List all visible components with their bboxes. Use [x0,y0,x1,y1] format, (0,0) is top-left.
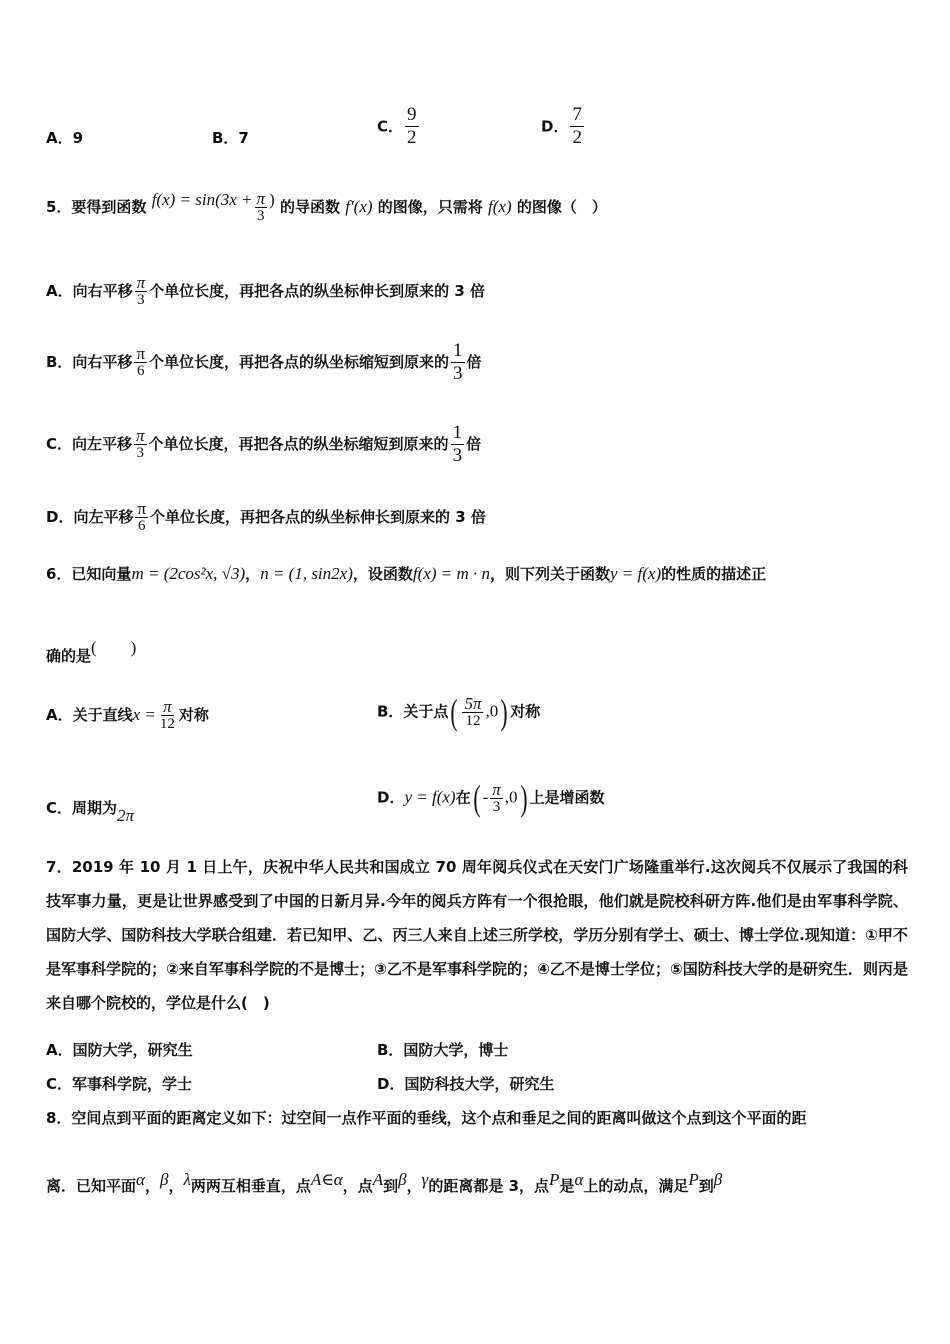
q6-stem [46,564,766,584]
q8-beta: β [398,1170,407,1189]
option-fraction-2 [451,422,465,467]
q8-text-h: 到 [698,1177,714,1195]
q8-stem-line2 [46,1170,722,1196]
frac-num: 1 [453,340,463,361]
option-fraction [135,500,148,535]
q6-option-c [46,798,134,826]
option-label: C．向左平移 [46,435,133,453]
frac-den: 12 [465,712,481,729]
q8-sep: ， [144,1177,160,1195]
q8-text-a: 离．已知平面 [46,1177,137,1195]
option-tail: 倍 [466,353,482,371]
q8-stem-line1: 8．空间点到平面的距离定义如下：过空间一点作平面的垂线，这个点和垂足之间的距离叫做这个点到这个平面的距 [46,1109,807,1127]
q7-option-b: B．国防大学，博士 [377,1041,509,1059]
q8-text-d: 到 [383,1177,399,1195]
frac-den: 3 [492,798,501,815]
q6-vector-m: m = (2cos²x, √3) [131,564,246,583]
frac-num: π [137,499,147,518]
option-fraction [134,345,147,380]
q8-beta: β [713,1170,723,1189]
frac-den: 6 [138,518,146,534]
frac-num: π [136,273,146,292]
option-fraction [158,698,177,733]
q7-option-a: A．国防大学，研究生 [46,1041,193,1059]
frac-num: π [256,189,266,208]
option-tail: 倍 [466,435,482,453]
option-label: D． [377,788,405,807]
q6-option-a [46,698,209,733]
option-tail: 对称 [178,706,209,724]
left-paren: ( [450,692,459,732]
option-text: 个单位长度，再把各点的纵坐标伸长到原来的 3 倍 [150,508,486,526]
q5-option-b [46,340,482,385]
left-paren: ( [472,778,481,818]
q4-option-c [377,104,421,149]
q5-function-close: ) [269,190,275,209]
option-label: C．周期为 [46,799,118,817]
q6-answer-blank: ( ) [91,638,137,657]
frac-num: π [136,426,145,445]
q6-suffix: 的性质的描述正 [661,565,767,583]
q6-prefix: 6．已知向量 [46,565,132,583]
frac-num: π [136,344,146,363]
q6-option-d [377,778,605,818]
q7-option-c: C．军事科学院，学士 [46,1075,193,1093]
q8-alpha: α [136,1170,145,1189]
q6-mid-text: ，设函数 [352,565,413,583]
q8-text-b: 两两互相垂直，点 [190,1177,311,1195]
q6-mid-text-2: ，则下列关于函数 [489,565,610,583]
q8-a-in-alpha: A∈α [310,1170,343,1189]
q5-option-c [46,422,481,467]
option-fraction [135,274,148,309]
option-fraction [490,781,503,816]
option-text: 在 [455,788,471,807]
q8-sep: ， [168,1177,184,1195]
q4-option-b: B．7 [212,129,249,147]
option-fraction [134,427,147,462]
minus-sign: - [482,787,489,807]
option-fraction-2 [451,340,465,385]
frac-den: 3 [452,445,463,466]
q8-alpha: α [574,1170,584,1189]
q5-function: f(x) = sin(3x + [151,190,253,209]
option-math: 2π [117,806,135,825]
q6-option-b [377,692,540,732]
frac-num: 7 [572,104,582,125]
q4-option-d [541,104,586,149]
q8-point-a: A [372,1170,384,1189]
q6-y-def: y = f(x) [610,564,662,583]
option-label: A．关于直线 [46,706,133,724]
q4-option-d-label: D． [541,117,569,136]
right-paren: ) [519,778,528,818]
frac-den: 3 [136,445,145,461]
frac-num: π [163,697,172,716]
q6-line2-text: 确的是 [46,647,92,665]
q8-lambda: λ [183,1170,191,1189]
frac-den: 3 [257,208,265,224]
q8-text-e: 的距离都是 3，点 [428,1177,550,1195]
q7-stem: 7．2019 年 10 月 1 日上午，庆祝中华人民共和国成立 70 周年阅兵仪式在天安门广场隆重举行.这次阅兵不仅展示了我国的科技军事力量，更是让世界感受到了中国的日新月异.今年的阅兵方阵有一个很抢眼，他们就是院校科研方阵.他们是由军事科学院、国防大学、国防科技大学联合组建．若已知甲、乙、丙三人来自上述三所学校，学历分别有学士、硕士、博士学位.现知道：①甲不是军事科学院的；②来自军事科学院的不是博士；③乙不是军事科学院的；④乙不是博士学位；⑤国防科技大学的是研究生．则丙是来自哪个院校的，学位是什么( ) [46,858,908,1012]
q5-option-a [46,274,485,309]
q5-option-d [46,500,486,535]
q4-option-c-fraction [405,104,419,149]
q6-function-def: f(x) = m · n [412,564,490,583]
option-label: A．向右平移 [46,282,133,300]
q8-text-g: 上的动点，满足 [583,1177,689,1195]
option-tail: 上是增函数 [529,788,605,807]
option-text: 个单位长度，再把各点的纵坐标缩短到原来的 [148,435,449,453]
right-paren: ) [500,692,508,732]
frac-num: 5π [464,693,482,713]
option-math: y = f(x) [404,787,456,807]
frac-den: 12 [159,716,175,732]
frac-den: 3 [137,292,145,308]
q5-mid-text: 的导函数 [279,198,340,216]
option-math: ,0 [504,787,518,807]
q8-beta: β [159,1170,169,1189]
option-text: 个单位长度，再把各点的纵坐标缩短到原来的 [149,353,450,371]
q8-text-f: 是 [559,1177,575,1195]
q8-gamma: γ [421,1170,429,1189]
q5-fx: f(x) [488,197,512,216]
q6-comma: ， [245,565,261,583]
q8-point-p: P [549,1170,560,1189]
q5-function-fraction [255,190,268,225]
q5-prefix: 5．要得到函数 [46,198,147,216]
q5-suffix: 的图像（ ） [516,198,607,216]
option-fraction [462,695,483,730]
option-label: B．关于点 [377,702,449,721]
frac-den: 3 [453,363,463,384]
q5-mid-text-2: 的图像，只需将 [377,198,483,216]
frac-den: 2 [572,127,582,148]
q4-option-c-label: C． [377,117,404,136]
q7-option-d: D．国防科技大学，研究生 [377,1075,555,1093]
q8-text-c: ，点 [342,1177,373,1195]
option-math: x = [132,705,156,724]
option-tail: 对称 [510,702,541,721]
q8-sep: ， [406,1177,422,1195]
frac-den: 6 [136,363,145,379]
option-text: 个单位长度，再把各点的纵坐标伸长到原来的 3 倍 [149,282,486,300]
q6-stem-line2 [46,638,136,666]
q5-stem [46,190,607,225]
q4-option-a: A．9 [46,129,84,147]
option-label: D．向左平移 [46,508,134,526]
frac-den: 2 [407,127,417,148]
frac-num: 9 [407,104,417,125]
q8-point-p: P [688,1170,699,1189]
q6-vector-n: n = (1, sin2x) [260,564,353,583]
q5-derivative: f′(x) [345,197,373,216]
q4-option-d-fraction [570,104,584,149]
frac-num: 1 [452,422,463,443]
frac-num: π [492,779,501,799]
option-label: B．向右平移 [46,353,133,371]
option-math: ,0 [485,701,499,721]
